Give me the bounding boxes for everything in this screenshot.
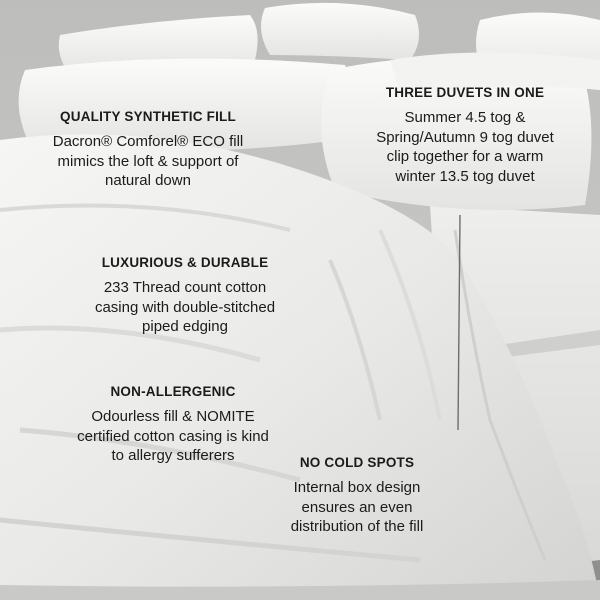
feature-description: Dacron® Comforel® ECO fill mimics the loft & support of natural down — [52, 133, 244, 189]
feature-description: 233 Thread count cotton casing with double-stitched piped edging — [94, 279, 276, 335]
feature-non-allergenic — [48, 384, 298, 466]
feature-description: Summer 4.5 tog & Spring/Autumn 9 tog duvet clip together for a warm winter 13.5 tog duvet — [376, 109, 554, 185]
feature-heading: NON-ALLERGENIC — [110, 384, 236, 399]
feature-luxurious-durable — [70, 255, 300, 337]
feature-no-cold-spots — [262, 455, 452, 537]
feature-three-duvets-in-one — [350, 85, 580, 186]
feature-description: Internal box design ensures an even distribution of the fill — [290, 479, 424, 535]
feature-heading: NO COLD SPOTS — [299, 455, 415, 470]
feature-heading: QUALITY SYNTHETIC FILL — [60, 109, 236, 124]
feature-heading: THREE DUVETS IN ONE — [385, 85, 545, 100]
feature-heading: LUXURIOUS & DURABLE — [101, 255, 269, 270]
feature-description: Odourless fill & NOMITE certified cotton casing is kind to allergy sufferers — [77, 408, 269, 464]
feature-quality-synthetic-fill — [28, 109, 268, 191]
